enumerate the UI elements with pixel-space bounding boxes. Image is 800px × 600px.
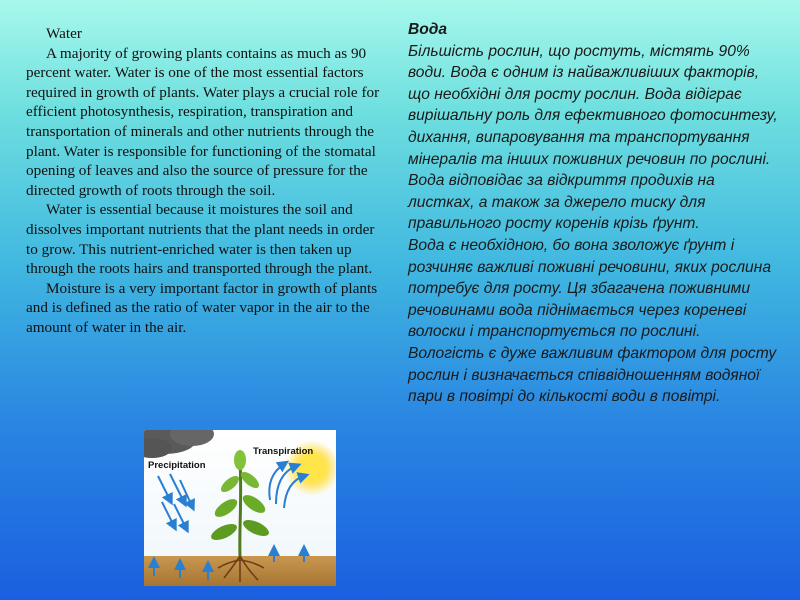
english-text-block	[26, 24, 382, 338]
transpiration-label: Transpiration	[253, 446, 314, 457]
ukrainian-paragraph-3: Вологість є дуже важливим фактором для росту рослин і визначається співвідношенням водяної пари в повітрі до кількості води в повітрі.	[408, 344, 777, 406]
english-title: Water	[46, 25, 82, 42]
ukrainian-title: Вода	[408, 21, 448, 38]
english-paragraph-2: Water is essential because it moistures the soil and dissolves important nutrients that the plant needs in order to grow. This nutrient-enriched water is then taken up through the roots hairs and transported through the plant.	[26, 201, 375, 278]
english-paragraph-3: Moisture is a very important factor in growth of plants and is defined as the ratio of water vapor in the air to the amount of water in the air.	[26, 279, 378, 336]
precipitation-label: Precipitation	[148, 460, 206, 471]
english-paragraph-1: A majority of growing plants contains as much as 90 percent water. Water is one of the most essential factors required in growth of plants. Water plays a crucial role for efficient photosynthesis, respiration, transpiration and transportation of minerals and other nutrients through the plant. Water is responsible for functioning of the stomatal opening of leaves and also the source of pressure for the directed growth of roots through the soil.	[26, 44, 380, 199]
water-cycle-illustration	[144, 430, 336, 586]
ukrainian-paragraph-2: Вода є необхідною, бо вона зволожує ґрунт і розчиняє важливі поживні речовини, яких рослина потребує для росту. Ця збагачена поживними речовинами вода піднімається через кореневі волоски і транспортується по рослині.	[408, 236, 771, 341]
water-cycle-svg	[144, 430, 336, 586]
ukrainian-text-block	[408, 19, 780, 408]
ukrainian-paragraph-1: Більшість рослин, що ростуть, містять 90% води. Вода є одним із найважливіших факторів, що необхідні для росту рослин. Вода відіграє вирішальну роль для ефективного фотосинтезу, дихання, випаровування та транспортування мінералів та інших поживних речовин по рослині. Вода відповідає за відкриття продихів на листках, а також за джерело тиску для правильного росту коренів крізь ґрунт.	[408, 42, 778, 233]
